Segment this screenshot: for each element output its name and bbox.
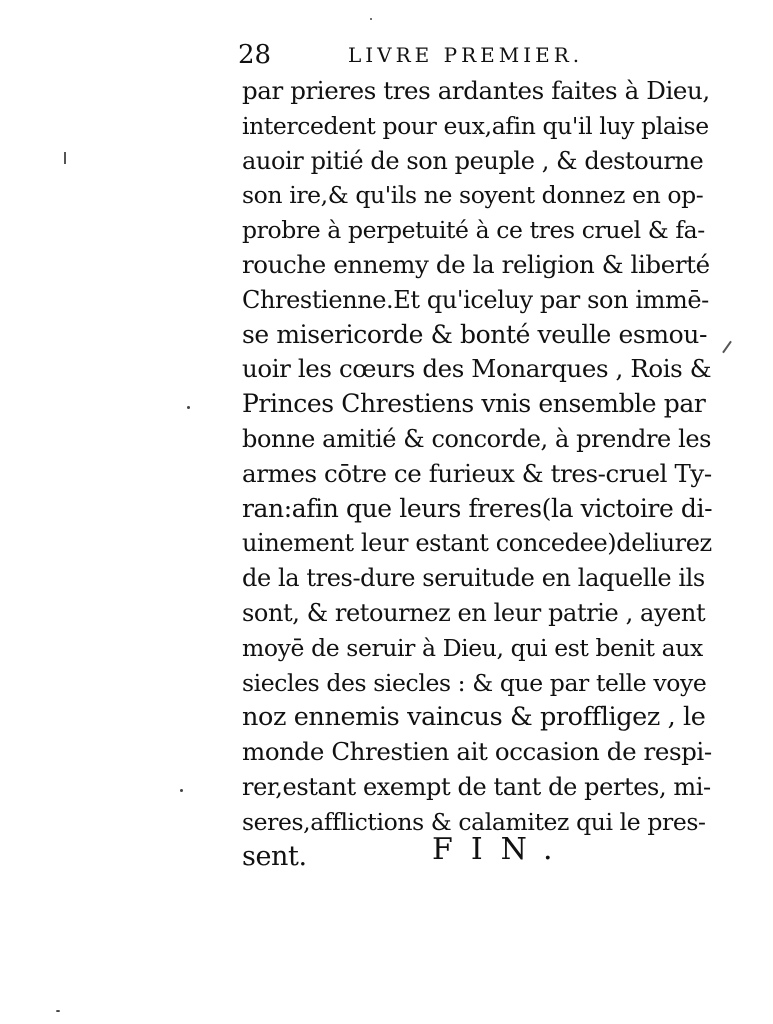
page-header (238, 40, 708, 70)
text-line: Chrestienne.Et qu'iceluy par son immē- (242, 285, 709, 314)
text-line: siecles des siecles : & que par telle voye (242, 668, 707, 697)
closing-fin: FIN. (432, 832, 571, 867)
text-line: uoir les cœurs des Monarques , Rois & (242, 354, 712, 384)
scan-speck (56, 1010, 60, 1012)
text-line: Princes Chrestiens vnis ensemble par (242, 389, 706, 419)
scan-speck (187, 406, 190, 409)
text-line: moyē de seruir à Dieu, qui est benit aux (242, 633, 703, 662)
text-line: se misericorde & bonté veulle esmou- (242, 319, 708, 349)
text-line: rouche ennemy de la religion & liberté (242, 249, 710, 279)
text-line: auoir pitié de son peuple , & destourne (242, 146, 704, 175)
page-number: 28 (238, 40, 272, 70)
text-line: intercedent pour eux,afin qu'il luy plaise (242, 111, 709, 140)
scan-speck (180, 789, 183, 792)
text-line: noz ennemis vaincus & proffligez , le (242, 702, 706, 733)
text-line: bonne amitié & concorde, à prendre les (242, 424, 712, 453)
text-line: ran:afin que leurs freres(la victoire di- (242, 493, 713, 523)
text-line: monde Chrestien ait occasion de respi- (242, 737, 712, 767)
text-line: son ire,& qu'ils ne soyent donnez en op- (242, 181, 704, 210)
scan-mark (64, 152, 66, 164)
scan-speck (370, 18, 372, 20)
text-line: par prieres tres ardantes faites à Dieu, (242, 76, 710, 105)
text-line: sont, & retournez en leur patrie , ayent (242, 598, 706, 627)
text-line: de la tres-dure seruitude en laquelle ils (242, 564, 705, 593)
text-line: seres,afflictions & calamitez qui le pres- (242, 807, 706, 836)
running-head: LIVRE PREMIER. (348, 43, 584, 67)
text-line: uinement leur estant concedee)deliurez (242, 529, 712, 558)
text-line: rer,estant exempt de tant de pertes, mi- (242, 772, 711, 801)
text-line: sent. (242, 840, 307, 872)
text-line: armes cōtre ce furieux & tres-cruel Ty- (242, 458, 712, 488)
text-line: probre à perpetuité à ce tres cruel & fa- (242, 216, 705, 245)
body-text (242, 74, 712, 874)
scan-mark (722, 341, 732, 354)
